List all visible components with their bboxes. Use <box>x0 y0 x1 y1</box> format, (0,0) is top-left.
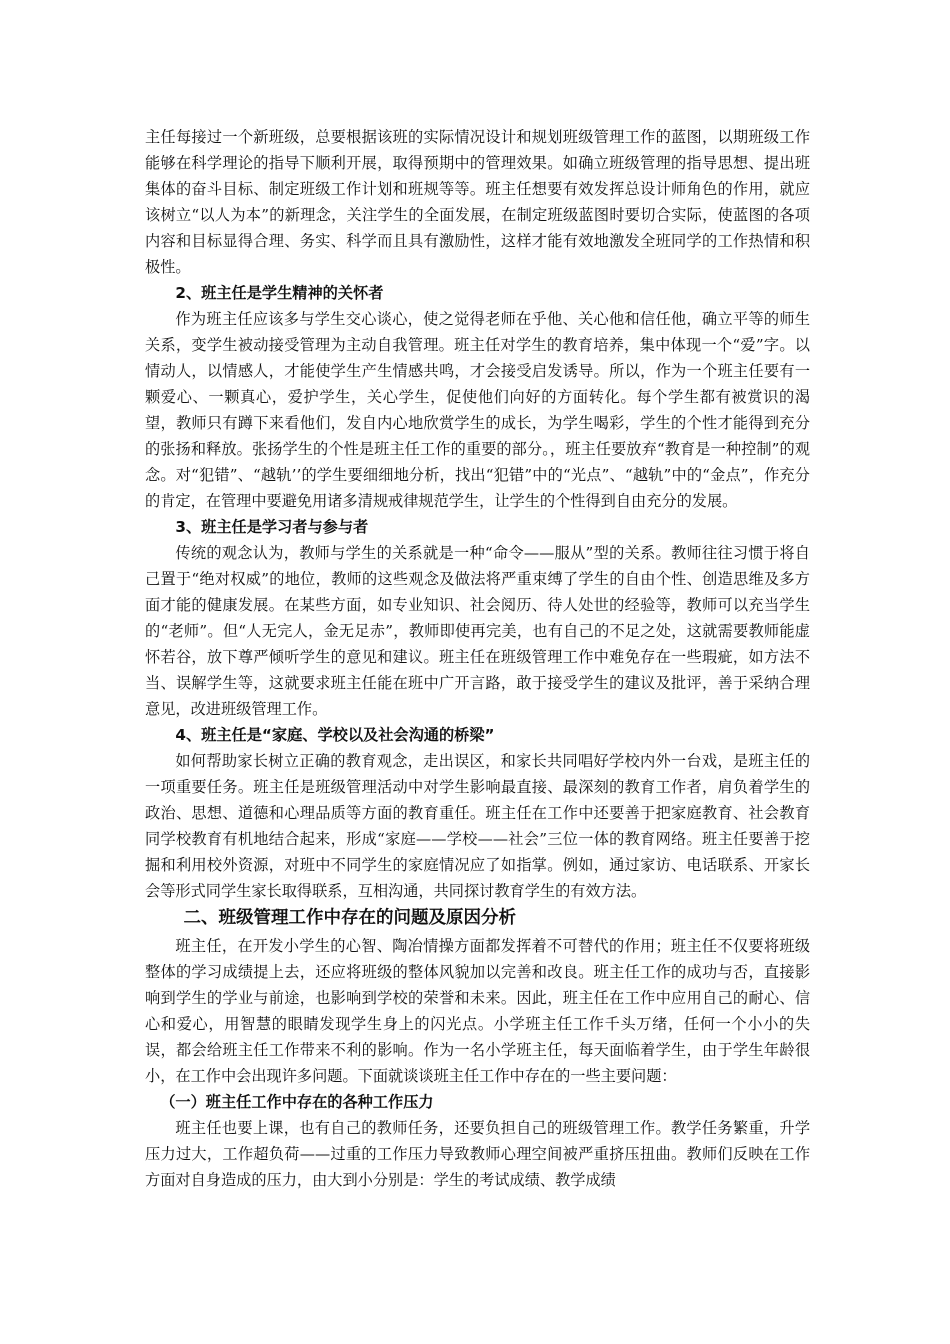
section-heading-2: 二、班级管理工作中存在的问题及原因分析 <box>183 908 516 928</box>
paragraph-intro-continued: 主任每接过一个新班级，总要根据该班的实际情况设计和规划班级管理工作的蓝图，以期班级工作能够在科学理论的指导下顺利开展，取得预期中的管理效果。如确立班级管理的指导思想、提出班集体的奋斗目标、制定班级工作计划和班规等等。班主任想要有效发挥总设计师角色的作用，就应该树立“以人为本”的新理念，关注学生的全面发展，在制定班级蓝图时要切合实际，使蓝图的各项内容和目标显得合理、务实、科学而且具有激励性，这样才能有效地激发全班同学的工作热情和积极性。 <box>145 128 810 276</box>
document-body <box>145 124 810 1193</box>
heading-item-4: 4、班主任是“家庭、学校以及社会沟通的桥梁” <box>175 726 495 744</box>
paragraph-subsection-1: 班主任也要上课，也有自己的教师任务，还要负担自己的班级管理工作。教学任务繁重，升学压力过大，工作超负荷——过重的工作压力导致教师心理空间被严重挤压扭曲。教师们反映在工作方面对自身造成的压力，由大到小分别是：学生的考试成绩、教学成绩 <box>145 1119 810 1189</box>
subheading-1: （一）班主任工作中存在的各种工作压力 <box>160 1093 434 1111</box>
heading-item-2: 2、班主任是学生精神的关怀者 <box>175 284 384 302</box>
heading-item-3: 3、班主任是学习者与参与者 <box>175 518 369 536</box>
paragraph-item-3: 传统的观念认为，教师与学生的关系就是一种“命令——服从”型的关系。教师往往习惯于将自己置于“绝对权威”的地位，教师的这些观念及做法将严重束缚了学生的自由个性、创造思维及多方面才能的健康发展。在某些方面，如专业知识、社会阅历、待人处世的经验等，教师可以充当学生的“老师”。但“人无完人，金无足赤”，教师即使再完美，也有自己的不足之处，这就需要教师能虚怀若谷，放下尊严倾听学生的意见和建议。班主任在班级管理工作中难免存在一些瑕疵，如方法不当、误解学生等，这就要求班主任能在班中广开言路，敢于接受学生的建议及批评，善于采纳合理意见，改进班级管理工作。 <box>145 544 810 718</box>
paragraph-item-2: 作为班主任应该多与学生交心谈心，使之觉得老师在乎他、关心他和信任他，确立平等的师生关系，变学生被动接受管理为主动自我管理。班主任对学生的教育培养，集中体现一个“爱”字。以情动人，以情感人，才能使学生产生情感共鸣，才会接受启发诱导。所以，作为一个班主任要有一颗爱心、一颗真心，爱护学生，关心学生，促使他们向好的方面转化。每个学生都有被赏识的渴望，教师只有蹲下来看他们，发自内心地欣赏学生的成长，为学生喝彩，学生的个性才能得到充分的张扬和释放。张扬学生的个性是班主任工作的重要的部分。，班主任要放弃“教育是一种控制”的观念。对“犯错”、“越轨’’的学生要细细地分析，找出“犯错”中的“光点”、“越轨”中的“金点”，作充分的肯定，在管理中要避免用诸多清规戒律规范学生，让学生的个性得到自由充分的发展。 <box>145 310 810 510</box>
paragraph-section-2-intro: 班主任，在开发小学生的心智、陶冶情操方面都发挥着不可替代的作用；班主任不仅要将班级整体的学习成绩提上去，还应将班级的整体风貌加以完善和改良。班主任工作的成功与否，直接影响到学生的学业与前途，也影响到学校的荣誉和未来。因此，班主任在工作中应用自己的耐心、信心和爱心，用智慧的眼睛发现学生身上的闪光点。小学班主任工作千头万绪，任何一个小小的失误，都会给班主任工作带来不利的影响。作为一名小学班主任，每天面临着学生，由于学生年龄很小，在工作中会出现许多问题。下面就谈谈班主任工作中存在的一些主要问题： <box>145 937 810 1085</box>
paragraph-item-4: 如何帮助家长树立正确的教育观念，走出误区，和家长共同唱好学校内外一台戏，是班主任的一项重要任务。班主任是班级管理活动中对学生影响最直接、最深刻的教育工作者，肩负着学生的政治、思想、道德和心理品质等方面的教育重任。班主任在工作中还要善于把家庭教育、社会教育同学校教育有机地结合起来，形成“家庭——学校——社会”三位一体的教育网络。班主任要善于挖掘和利用校外资源，对班中不同学生的家庭情况应了如指掌。例如，通过家访、电话联系、开家长会等形式同学生家长取得联系，互相沟通，共同探讨教育学生的有效方法。 <box>145 752 810 900</box>
